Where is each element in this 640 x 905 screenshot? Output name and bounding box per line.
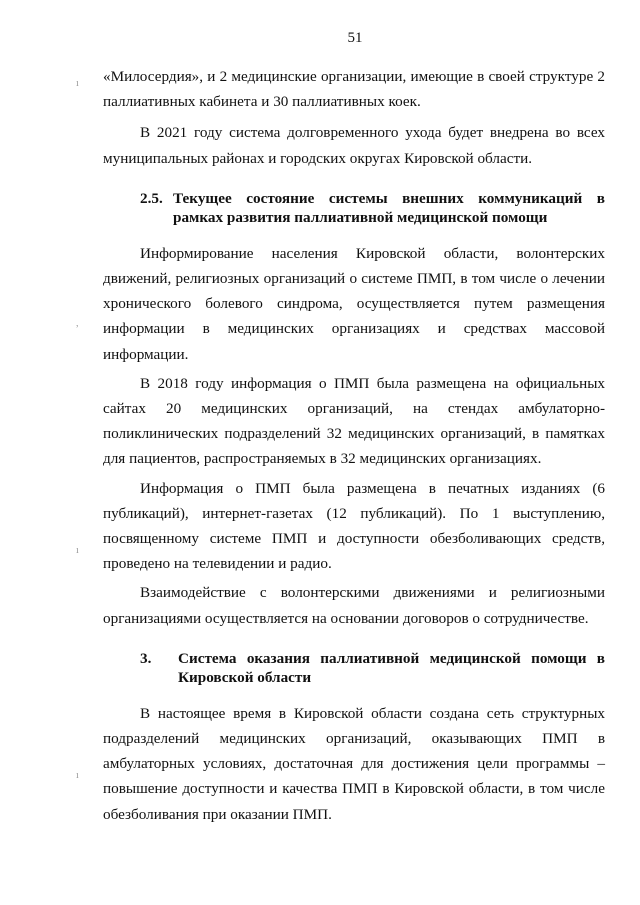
section-heading-2-5 xyxy=(103,189,605,227)
paragraph: Взаимодействие с волонтерскими движениями и религиозными организациями осуществляется на основании договоров о сотрудничестве. xyxy=(103,584,605,627)
scan-artifact: ı xyxy=(76,545,79,556)
section-title: Текущее состояние системы внешних коммуникаций в рамках развития паллиативной медицинской помощи xyxy=(173,189,605,226)
paragraph: «Милосердия», и 2 медицинские организации, имеющие в своей структуре 2 паллиативных кабинета и 30 паллиативных коек. xyxy=(103,68,605,111)
section-heading-3 xyxy=(103,649,605,687)
section-title: Система оказания паллиативной медицинской помощи в Кировской области xyxy=(178,649,605,686)
document-body xyxy=(103,64,605,827)
paragraph: В настоящее время в Кировской области создана сеть структурных подразделений медицинских организаций, оказывающих ПМП в амбулаторных условиях, достаточная для достижения цели программы – повышение доступности и качества ПМП в Кировской области, в том числе обезболивания при оказании ПМП. xyxy=(103,704,605,823)
paragraph: В 2021 году система долговременного ухода будет внедрена во всех муниципальных районах и городских округах Кировской области. xyxy=(103,124,605,167)
page-number: 51 xyxy=(347,30,363,46)
scan-artifact: ı xyxy=(76,78,79,89)
paragraph: Информация о ПМП была размещена в печатных изданиях (6 публикаций), интернет-газетах (12 публикаций). По 1 выступлению, посвященному системе ПМП и доступности обезболивающих средств, проведено на телевидении и радио. xyxy=(103,479,605,573)
section-number: 3. xyxy=(140,649,152,667)
section-number: 2.5. xyxy=(140,189,163,207)
paragraph: В 2018 году информация о ПМП была размещена на официальных сайтах 20 медицинских организаций, на стендах амбулаторно-поликлинических подразделений 32 медицинских организаций, в памятках для пациентов, распространяемых в 32 медицинских организациях. xyxy=(103,374,605,468)
scan-artifact: , xyxy=(76,318,79,329)
scan-artifact: ı xyxy=(76,770,79,781)
paragraph: Информирование населения Кировской области, волонтерских движений, религиозных организаций о системе ПМП, в том числе о лечении хронического болевого синдрома, осуществляется путем размещения информации в медицинских организациях и средствах массовой информации. xyxy=(103,244,605,363)
